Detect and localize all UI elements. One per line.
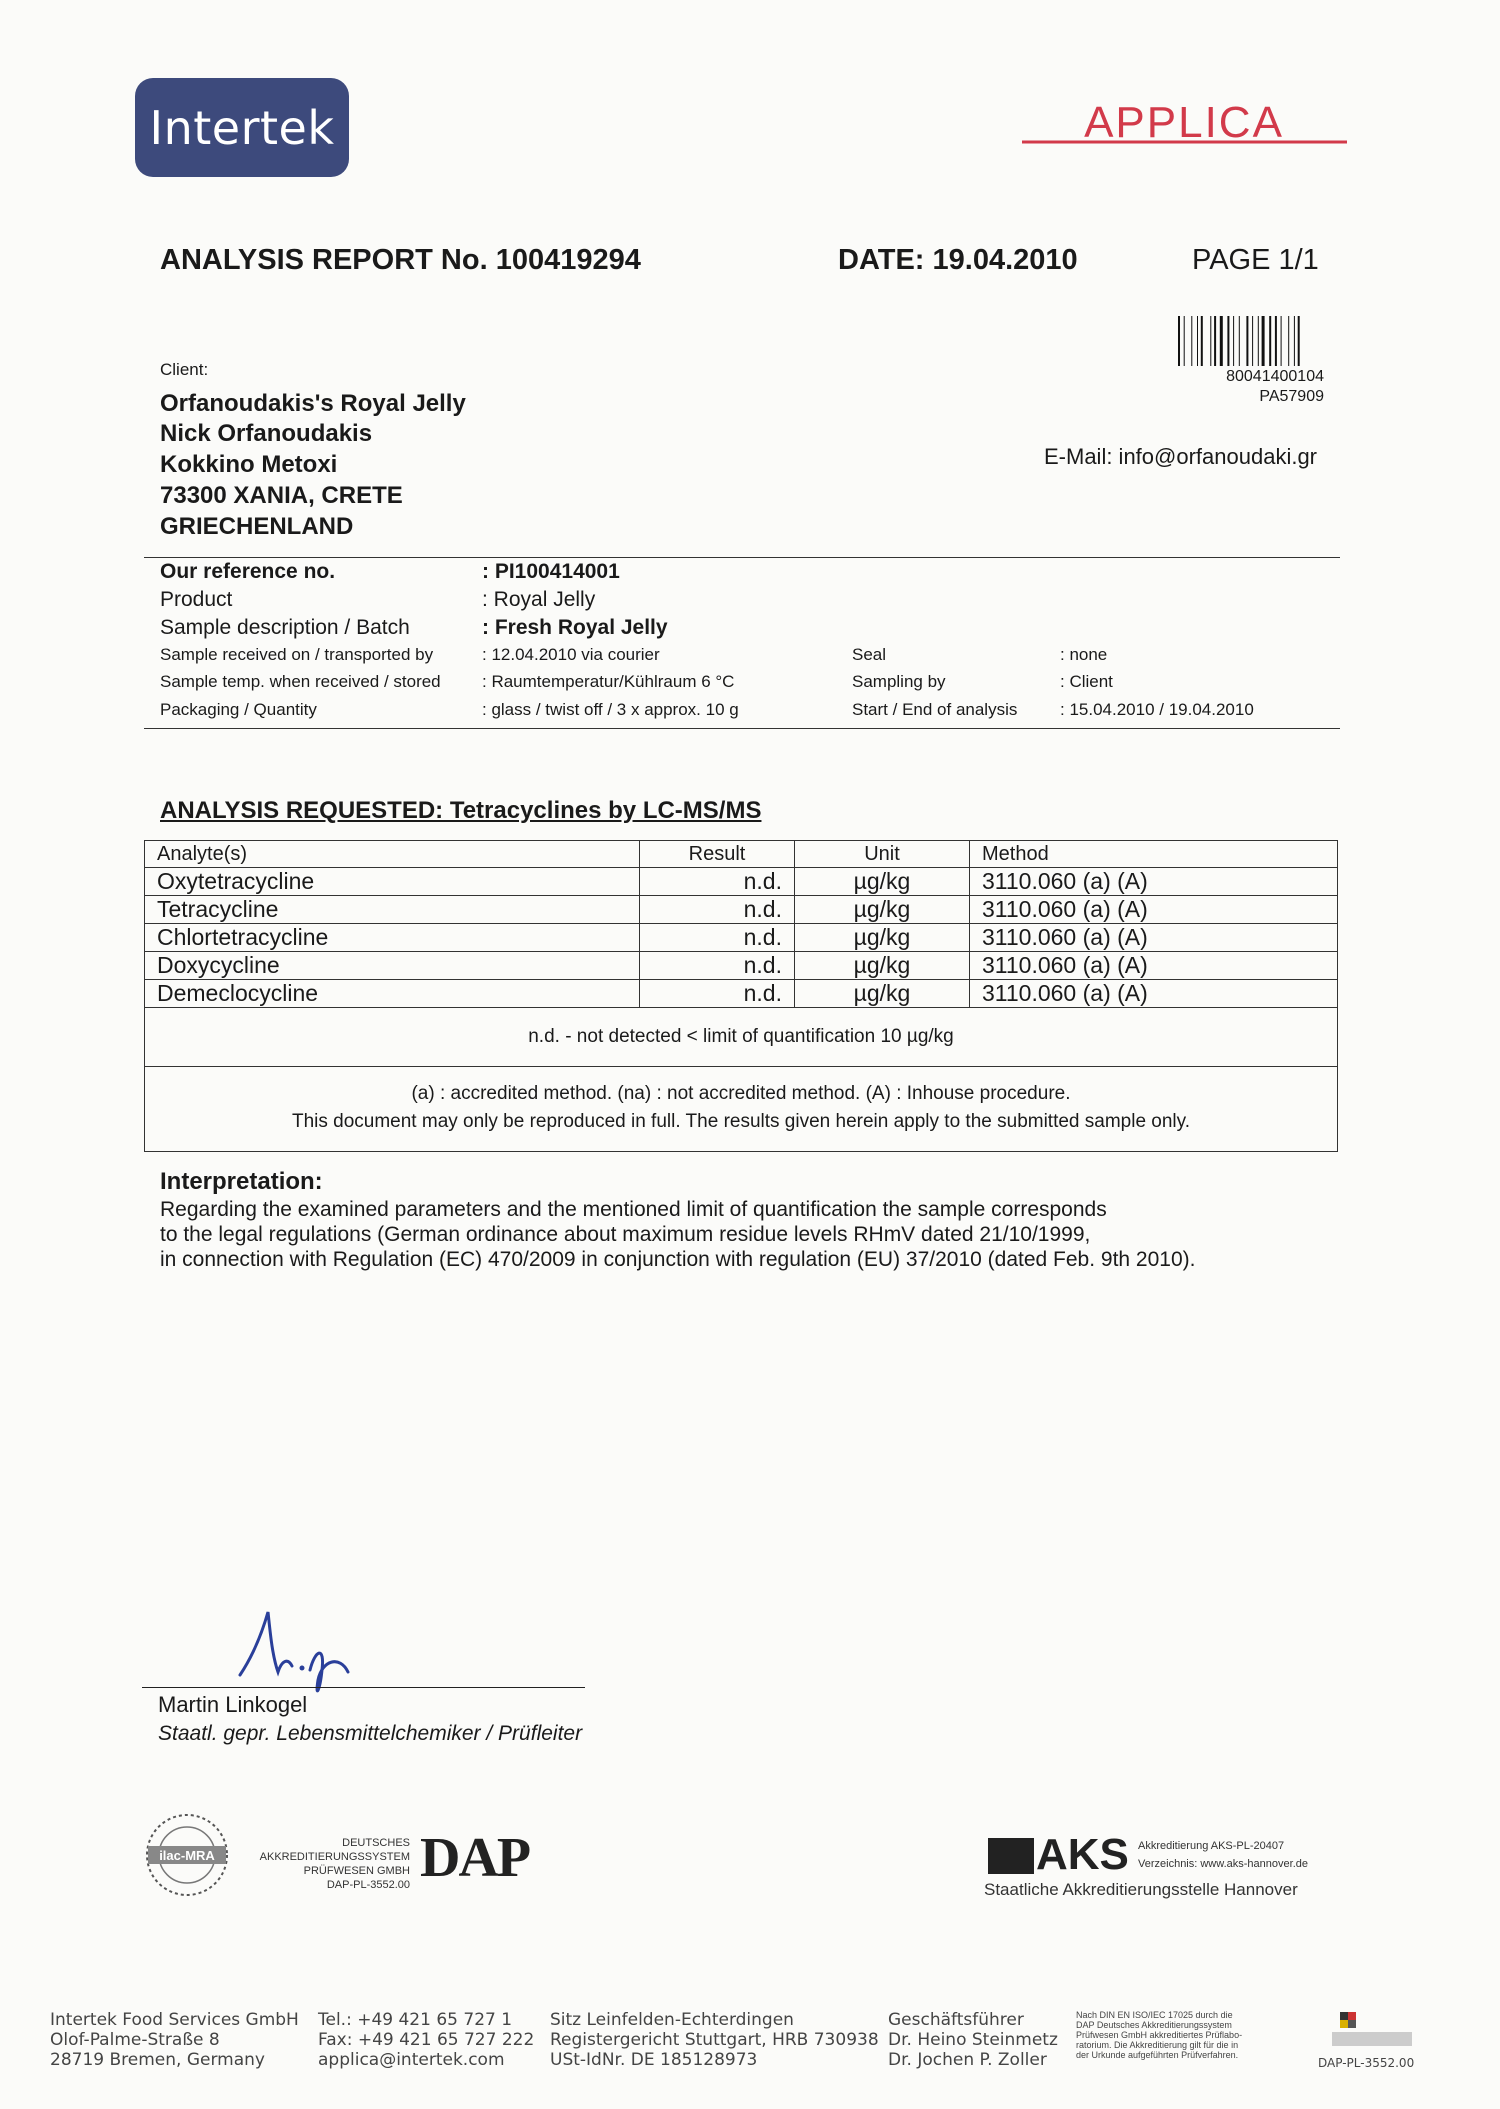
column-header: Unit xyxy=(795,841,970,868)
sample-label: Sample description / Batch xyxy=(160,616,410,639)
barcode xyxy=(1178,316,1334,366)
dap-line: DEUTSCHES xyxy=(342,1837,410,1849)
product-label: Product xyxy=(160,588,233,611)
client-label: Client: xyxy=(160,360,209,379)
sample-value: : Fresh Royal Jelly xyxy=(482,616,668,639)
applica-logo xyxy=(1022,92,1347,162)
packaging-value: : glass / twist off / 3 x approx. 10 g xyxy=(482,700,739,719)
footer-line: Tel.: +49 421 65 727 1 xyxy=(318,2010,513,2030)
footer-management xyxy=(888,2010,1058,2070)
footer-line: applica@intertek.com xyxy=(318,2050,505,2070)
table-row xyxy=(145,924,1338,952)
dap-line: AKKREDITIERUNGSSYSTEM xyxy=(259,1851,410,1863)
footer-company xyxy=(50,2010,299,2070)
signatory-name: Martin Linkogel xyxy=(158,1692,308,1717)
aks-logo: AKS xyxy=(1036,1830,1129,1879)
analyte-cell: Demeclocycline xyxy=(145,980,640,1008)
unit-cell: µg/kg xyxy=(795,868,970,896)
report-date: DATE: 19.04.2010 xyxy=(838,244,1078,276)
temp-value: : Raumtemperatur/Kühlraum 6 °C xyxy=(482,672,735,691)
footer-line: Olof-Palme-Straße 8 xyxy=(50,2030,220,2050)
client-email: E-Mail: info@orfanoudaki.gr xyxy=(1044,444,1318,469)
signature-line xyxy=(142,1687,585,1688)
footer-registry xyxy=(550,2010,879,2070)
method-cell: 3110.060 (a) (A) xyxy=(970,896,1338,924)
footer-line: Sitz Leinfelden-Echterdingen xyxy=(550,2010,794,2030)
footer-accreditation-note xyxy=(1076,2010,1306,2060)
reference-value: : PI100414001 xyxy=(482,560,620,583)
received-label: Sample received on / transported by xyxy=(160,645,434,664)
interpretation-line: Regarding the examined parameters and the mentioned limit of quantification the sample corresponds xyxy=(160,1198,1107,1221)
column-header: Method xyxy=(970,841,1338,868)
footer-line: der Urkunde aufgeführten Prüfverfahren. xyxy=(1076,2050,1239,2060)
svg-text:APPLICA: APPLICA xyxy=(1084,98,1284,147)
aks-directory: Verzeichnis: www.aks-hannover.de xyxy=(1138,1858,1308,1870)
eu-flag-icon xyxy=(988,1838,1034,1874)
dap-line: DAP-PL-3552.00 xyxy=(326,1879,410,1891)
unit-cell: µg/kg xyxy=(795,896,970,924)
column-header: Result xyxy=(640,841,795,868)
divider xyxy=(144,557,1340,558)
table-row xyxy=(145,868,1338,896)
footer-line: Nach DIN EN ISO/IEC 17025 durch die xyxy=(1076,2010,1233,2020)
interpretation-line: to the legal regulations (German ordinance about maximum residue levels RHmV dated 21/10/1999, xyxy=(160,1223,1091,1246)
client-contact: Nick Orfanoudakis xyxy=(160,420,373,447)
result-cell: n.d. xyxy=(640,924,795,952)
footer-line: USt-IdNr. DE 185128973 xyxy=(550,2050,758,2070)
temp-label: Sample temp. when received / stored xyxy=(160,672,441,691)
dap-line: PRÜFWESEN GMBH xyxy=(303,1865,410,1877)
footer-line: ratorium. Die Akkreditierung gilt für die in xyxy=(1076,2040,1239,2050)
table-header-row xyxy=(145,841,1338,868)
footer-line: DAP Deutsches Akkreditierungssystem xyxy=(1076,2020,1232,2030)
sampling-value: : Client xyxy=(1060,672,1113,691)
footer-line: Dr. Jochen P. Zoller xyxy=(888,2050,1047,2070)
dap-small-logo xyxy=(1330,2008,1420,2052)
unit-cell: µg/kg xyxy=(795,980,970,1008)
report-number: ANALYSIS REPORT No. 100419294 xyxy=(160,244,641,276)
signatory-title: Staatl. gepr. Lebensmittelchemiker / Prüfleiter xyxy=(158,1722,583,1745)
svg-text:ilac-MRA: ilac-MRA xyxy=(159,1848,215,1863)
dap-logo: DAP xyxy=(420,1827,530,1889)
footer-contact xyxy=(318,2010,534,2070)
analyte-cell: Tetracycline xyxy=(145,896,640,924)
handwritten-signature xyxy=(230,1600,370,1700)
footer-line: Fax: +49 421 65 727 222 xyxy=(318,2030,535,2050)
dap-text xyxy=(238,1836,410,1892)
table-row xyxy=(145,896,1338,924)
method-cell: 3110.060 (a) (A) xyxy=(970,952,1338,980)
result-cell: n.d. xyxy=(640,896,795,924)
method-legend: (a) : accredited method. (na) : not accredited method. (A) : Inhouse procedure. xyxy=(411,1083,1071,1104)
analysis-dates-label: Start / End of analysis xyxy=(852,700,1018,719)
page-number: PAGE 1/1 xyxy=(1192,244,1319,276)
footer-line: Prüfwesen GmbH akkreditiertes Prüflabo- xyxy=(1076,2030,1243,2040)
divider xyxy=(144,1066,1338,1067)
sampling-label: Sampling by xyxy=(852,672,946,691)
result-cell: n.d. xyxy=(640,952,795,980)
result-cell: n.d. xyxy=(640,868,795,896)
packaging-label: Packaging / Quantity xyxy=(160,700,317,719)
analyte-cell: Doxycycline xyxy=(145,952,640,980)
footer-line: Intertek Food Services GmbH xyxy=(50,2010,299,2030)
interpretation-title: Interpretation: xyxy=(160,1168,323,1195)
barcode-number: 80041400104 xyxy=(1226,368,1324,385)
table-row xyxy=(145,952,1338,980)
results-table xyxy=(144,840,1338,1008)
product-value: : Royal Jelly xyxy=(482,588,596,611)
analysis-title: ANALYSIS REQUESTED: Tetracyclines by LC-MS/MS xyxy=(160,797,762,824)
method-cell: 3110.060 (a) (A) xyxy=(970,980,1338,1008)
column-header: Analyte(s) xyxy=(145,841,640,868)
reference-label: Our reference no. xyxy=(160,560,336,583)
interpretation-line: in connection with Regulation (EC) 470/2009 in conjunction with regulation (EU) 37/2010 (dated Feb. 9th 2010). xyxy=(160,1248,1196,1271)
unit-cell: µg/kg xyxy=(795,952,970,980)
client-street: Kokkino Metoxi xyxy=(160,451,338,478)
client-name: Orfanoudakis's Royal Jelly xyxy=(160,390,466,417)
method-cell: 3110.060 (a) (A) xyxy=(970,868,1338,896)
nd-note: n.d. - not detected < limit of quantification 10 µg/kg xyxy=(528,1026,954,1047)
analysis-dates-value: : 15.04.2010 / 19.04.2010 xyxy=(1060,700,1254,719)
divider xyxy=(144,728,1340,729)
footer-line: 28719 Bremen, Germany xyxy=(50,2050,265,2070)
analyte-cell: Oxytetracycline xyxy=(145,868,640,896)
method-cell: 3110.060 (a) (A) xyxy=(970,924,1338,952)
seal-value: : none xyxy=(1060,645,1108,664)
footer-dap-code: DAP-PL-3552.00 xyxy=(1318,2056,1415,2070)
analyte-cell: Chlortetracycline xyxy=(145,924,640,952)
aks-accreditation: Akkreditierung AKS-PL-20407 xyxy=(1138,1840,1285,1852)
unit-cell: µg/kg xyxy=(795,924,970,952)
barcode-code: PA57909 xyxy=(1259,388,1324,405)
received-value: : 12.04.2010 via courier xyxy=(482,645,660,664)
seal-label: Seal xyxy=(852,645,887,664)
client-country: GRIECHENLAND xyxy=(160,513,354,540)
footer-line: Geschäftsführer xyxy=(888,2010,1024,2030)
aks-authority: Staatliche Akkreditierungsstelle Hannover xyxy=(984,1880,1298,1899)
result-cell: n.d. xyxy=(640,980,795,1008)
footer-line: Registergericht Stuttgart, HRB 730938 xyxy=(550,2030,879,2050)
footer-line: Dr. Heino Steinmetz xyxy=(888,2030,1058,2050)
intertek-logo: Intertek xyxy=(135,78,349,177)
ilac-mra-logo xyxy=(142,1810,232,1900)
table-row xyxy=(145,980,1338,1008)
interpretation-text xyxy=(160,1197,1320,1272)
client-city: 73300 XANIA, CRETE xyxy=(160,482,403,509)
disclaimer: This document may only be reproduced in full. The results given herein apply to the submitted sample only. xyxy=(291,1111,1191,1132)
